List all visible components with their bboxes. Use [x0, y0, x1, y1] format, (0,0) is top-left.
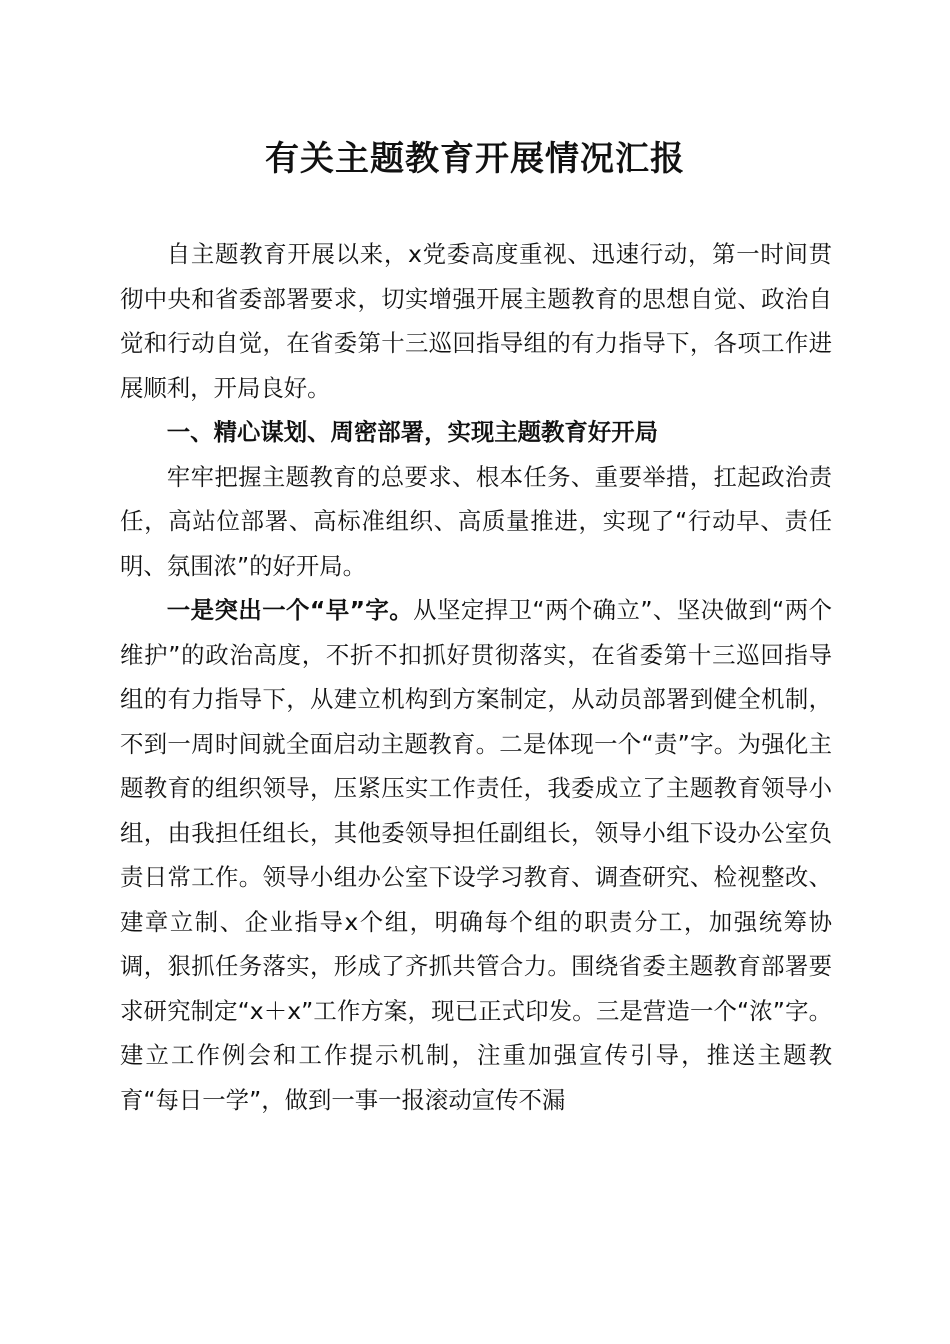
- section-heading: 一、精心谋划、周密部署，实现主题教育好开局: [166, 418, 658, 446]
- section-summary-paragraph: 牢牢把握主题教育的总要求、根本任务、重要举措，扛起政治责任，高站位部署、高标准组织、高质量推进，实现了“行动早、责任明、氛围浓”的好开局。: [120, 462, 832, 580]
- point-1-body: 从坚定捍卫“两个确立”、坚决做到“两个维护”的政治高度，不折不扣抓好贯彻落实，在省委第十三巡回指导组的有力指导下，从建立机构到方案制定，从动员部署到健全机制，不到一周时间就全面启动主题教育。: [120, 596, 832, 758]
- document-title: 有关主题教育开展情况汇报: [265, 139, 685, 179]
- section-points-paragraph: [120, 588, 832, 1122]
- point-2-body: 为强化主题教育的组织领导，压紧压实工作责任，我委成立了主题教育领导小组，由我担任组长，其他委领导担任副组长，领导小组下设办公室负责日常工作。领导小组办公室下设学习教育、调查研究、检视整改、建章立制、企业指导x个组，明确每个组的职责分工，加强统筹协调，狠抓任务落实，形成了齐抓共管合力。围绕省委主题教育部署要求研究制定“x＋x”工作方案，现已正式印发。: [120, 729, 833, 1025]
- intro-paragraph: 自主题教育开展以来，x党委高度重视、迅速行动，第一时间贯彻中央和省委部署要求，切实增强开展主题教育的思想自觉、政治自觉和行动自觉，在省委第十三巡回指导组的有力指导下，各项工作进展顺利，开局良好。: [120, 240, 832, 402]
- point-1-lead: 一是突出一个“早”字。: [166, 596, 414, 624]
- document-body: [120, 232, 832, 1122]
- point-3-lead: 三是营造一个“浓”字。: [595, 996, 832, 1025]
- point-2-lead: 二是体现一个“责”字。: [499, 729, 738, 758]
- point-3-body: 建立工作例会和工作提示机制，注重加强宣传引导，推送主题教育“每日一学”，做到一事一报滚动宣传不漏: [120, 1041, 832, 1114]
